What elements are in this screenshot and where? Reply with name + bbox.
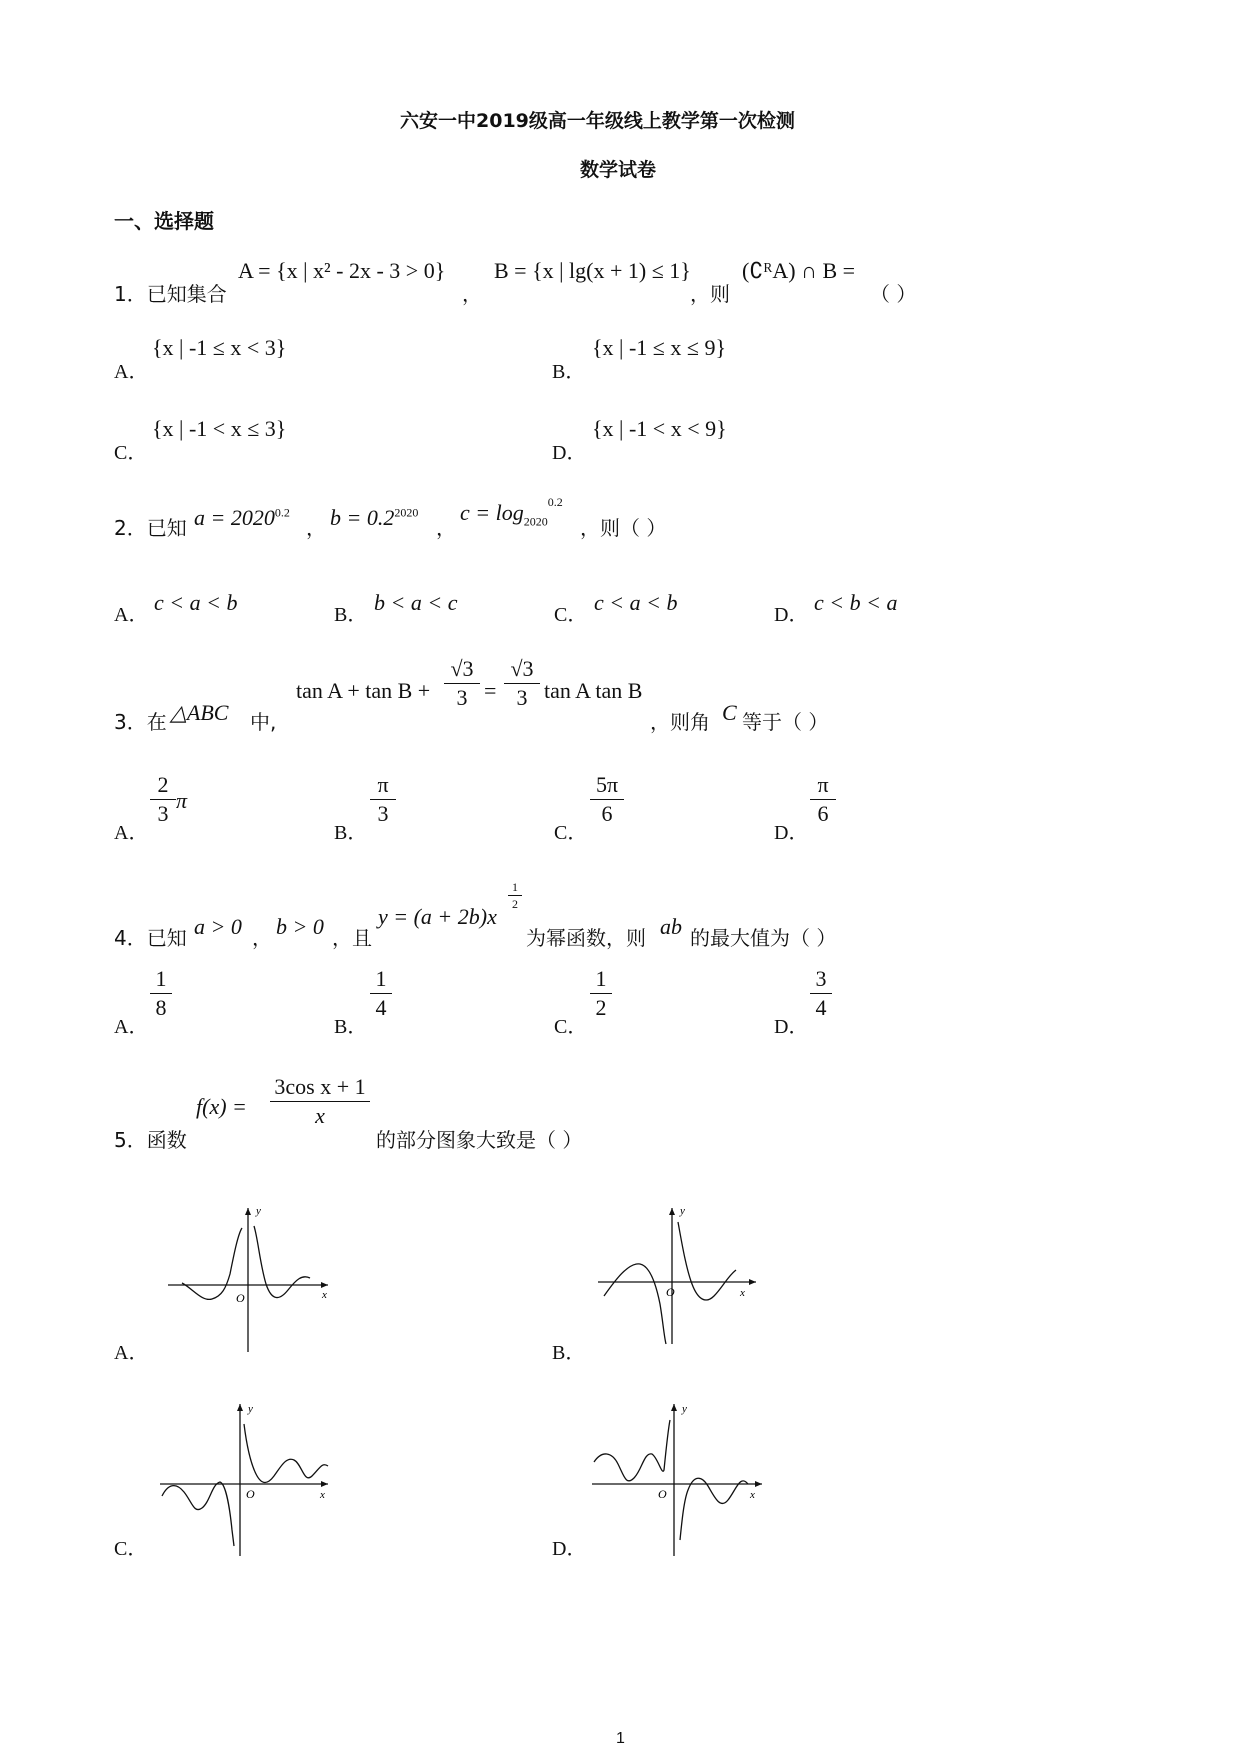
q5-graph-d-y-label: y xyxy=(682,1403,687,1415)
q3-angle: C xyxy=(722,700,737,725)
page-title: 六安一中2019级高一年级线上教学第一次检测 xyxy=(400,110,795,132)
q4-option-a-letter: A． xyxy=(114,1016,149,1038)
q4-option-d-letter: D． xyxy=(774,1016,809,1038)
q5-graph-b-x-label: x xyxy=(740,1287,745,1299)
q1-option-c: {x | -1 < x ≤ 3} xyxy=(152,416,287,441)
q1-set-a: A = {x | x² - 2x - 3 > 0} xyxy=(238,258,446,283)
q4-comma: ， xyxy=(252,926,272,950)
q5-graph-d xyxy=(590,1400,770,1560)
q2-comma-2: ， xyxy=(436,516,456,540)
q5-option-d-letter: D． xyxy=(552,1538,587,1560)
q4-option-a: 1 8 xyxy=(150,966,172,1021)
section-heading: 一、选择题 xyxy=(114,209,214,233)
q2-prefix: 2．已知 xyxy=(114,516,187,540)
q1-option-b: {x | -1 ≤ x ≤ 9} xyxy=(592,335,726,360)
q5-prefix: 5．函数 xyxy=(114,1128,187,1152)
q5-fraction: 3cos x + 1 x xyxy=(270,1074,370,1129)
q4-option-c: 1 2 xyxy=(590,966,612,1021)
q4-a-cond: a > 0 xyxy=(194,914,242,939)
q5-graph-c-origin: O xyxy=(246,1487,255,1501)
q3-frac-1: √3 3 xyxy=(444,656,480,711)
q5-graph-d-x-label: x xyxy=(750,1489,755,1501)
q4-func: y = (a + 2b)x xyxy=(378,904,497,929)
q3-eq-left: tan A + tan B + xyxy=(296,678,431,703)
q4-prefix: 4．已知 xyxy=(114,926,187,950)
q3-option-b: π 3 xyxy=(370,772,396,827)
q4-option-c-letter: C． xyxy=(554,1016,588,1038)
q3-option-a-pi: π xyxy=(176,788,188,813)
q2-b: $b = 0.2^{2020}$ xyxy=(330,505,419,530)
q5-option-b-letter: B． xyxy=(552,1342,586,1364)
q5-graph-a xyxy=(160,1204,330,1354)
q5-option-c-letter: C． xyxy=(114,1538,148,1560)
q5-graph-b-origin: O xyxy=(666,1285,675,1299)
q2-then: ，则（ ） xyxy=(580,516,667,540)
q3-option-b-letter: B． xyxy=(334,822,368,844)
q3-tail: 等于（ ） xyxy=(742,710,829,734)
q4-tail: 的最大值为（ ） xyxy=(690,926,837,950)
q1-sep: ， xyxy=(462,282,482,306)
page-subtitle: 数学试卷 xyxy=(580,159,657,181)
q3-mid: 中, xyxy=(250,710,277,734)
q1-blank: （ ） xyxy=(870,282,917,306)
q3-triangle: △ABC xyxy=(170,700,229,725)
q4-mid: 为幂函数，则 xyxy=(526,926,646,950)
q5-graph-d-origin: O xyxy=(658,1487,667,1501)
q3-option-a: 2 3 xyxy=(150,772,176,827)
q5-graph-c-y-label: y xyxy=(248,1403,253,1415)
q2-option-a: c < a < b xyxy=(154,590,238,615)
q2-c: $c = \log_{2020}^{0.2}$ xyxy=(460,494,563,529)
q4-and: ，且 xyxy=(332,926,372,950)
q2-option-c-letter: C． xyxy=(554,604,588,626)
q5-graph-c xyxy=(156,1400,336,1560)
q4-option-b-letter: B． xyxy=(334,1016,368,1038)
q3-eq-mid: = xyxy=(484,678,497,703)
q3-frac-2: √3 3 xyxy=(504,656,540,711)
q1-option-c-letter: C． xyxy=(114,442,148,464)
q4-b-cond: b > 0 xyxy=(276,914,324,939)
page-number: 1 xyxy=(616,1730,625,1747)
q3-option-a-letter: A． xyxy=(114,822,149,844)
q5-graph-a-y-label: y xyxy=(256,1205,261,1217)
q1-prefix: 1．已知集合 xyxy=(114,282,227,306)
q1-option-d: {x | -1 < x < 9} xyxy=(592,416,727,441)
q4-ab: ab xyxy=(660,914,682,939)
q2-option-c: c < a < b xyxy=(594,590,678,615)
q3-option-c-letter: C． xyxy=(554,822,588,844)
q2-option-b: b < a < c xyxy=(374,590,458,615)
q2-option-b-letter: B． xyxy=(334,604,368,626)
q5-tail: 的部分图象大致是（ ） xyxy=(376,1128,583,1152)
q1-option-b-letter: B． xyxy=(552,361,586,383)
q5-graph-b-y-label: y xyxy=(680,1205,685,1217)
q4-option-d: 3 4 xyxy=(810,966,832,1021)
q3-option-d-letter: D． xyxy=(774,822,809,844)
q5-f: f(x) = xyxy=(196,1094,247,1119)
q1-option-d-letter: D． xyxy=(552,442,587,464)
q5-option-a-letter: A． xyxy=(114,1342,149,1364)
q1-set-b: B = {x | lg(x + 1) ≤ 1} xyxy=(494,258,691,283)
q3-option-d: π 6 xyxy=(810,772,836,827)
q3-option-c: 5π 6 xyxy=(590,772,624,827)
q1-expr: (∁ᴿA) ∩ B = xyxy=(742,258,856,283)
q5-graph-c-x-label: x xyxy=(320,1489,325,1501)
q2-option-d-letter: D． xyxy=(774,604,809,626)
q2-option-a-letter: A． xyxy=(114,604,149,626)
q1-option-a: {x | -1 ≤ x < 3} xyxy=(152,335,287,360)
q2-a: $a = 2020^{0.2}$ xyxy=(194,505,290,530)
q1-option-a-letter: A． xyxy=(114,361,149,383)
q3-then: ，则角 xyxy=(650,710,710,734)
q4-exponent: 1 2 xyxy=(508,880,522,911)
q5-graph-a-origin: O xyxy=(236,1291,245,1305)
q2-comma-1: ， xyxy=(306,516,326,540)
q5-graph-a-x-label: x xyxy=(322,1289,327,1301)
q3-eq-right: tan A tan B xyxy=(544,678,643,703)
q5-graph-b xyxy=(594,1204,764,1354)
q1-then: ，则 xyxy=(690,282,730,306)
q3-prefix: 3．在 xyxy=(114,710,167,734)
q2-option-d: c < b < a xyxy=(814,590,898,615)
q4-option-b: 1 4 xyxy=(370,966,392,1021)
